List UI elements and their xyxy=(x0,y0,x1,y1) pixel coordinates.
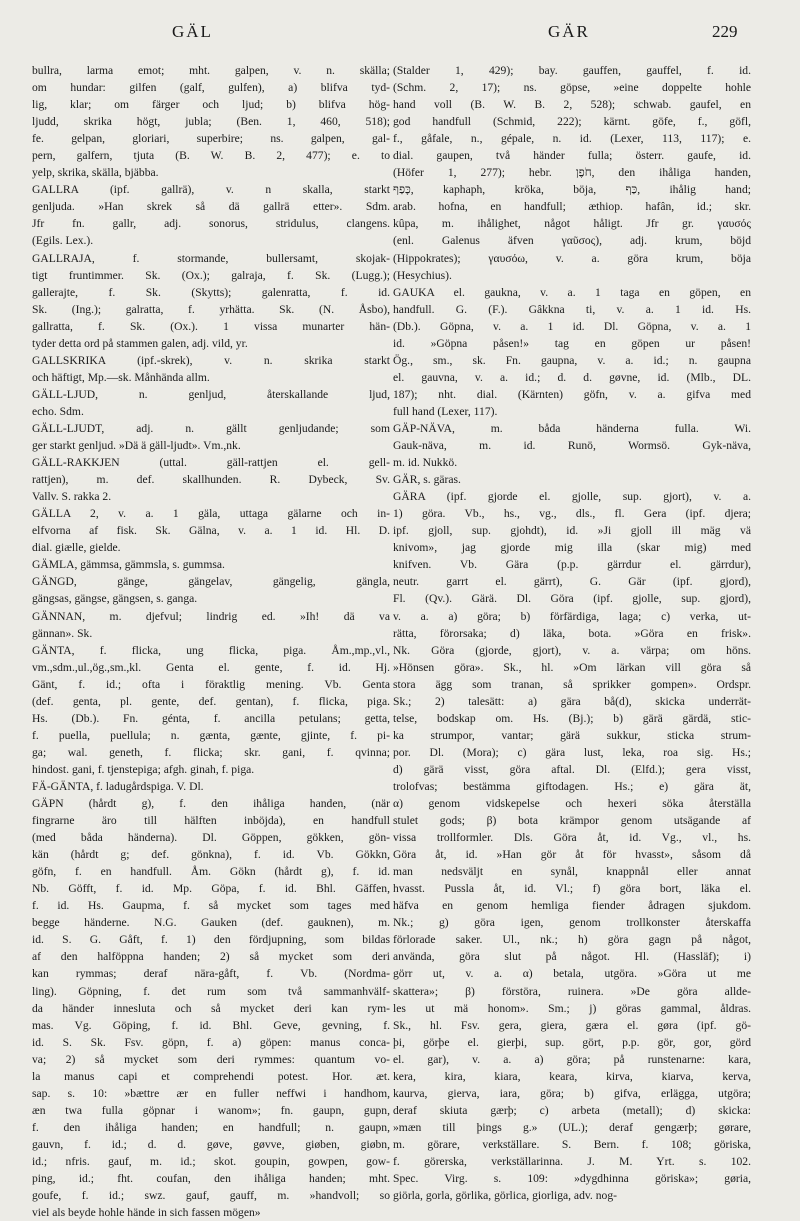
text-line: kera, kira, kiara, keara, kirva, kiarva, kerva, xyxy=(393,1069,751,1083)
text-line: neutr. garrt el. gärrt), G. Gär (ipf. gjord), xyxy=(393,575,751,589)
text-line: ling). Göpning, f. det rum som två sammanhvälf- xyxy=(32,984,390,998)
text-line: GÄMLA, gämmsa, gämmsla, s. gummsa. xyxy=(32,558,225,572)
text-line: kaurva, gierva, iara, göra; b) gifva, erlägga, utgöra; xyxy=(393,1086,751,1100)
text-line: por. Dl. (Mora); c) gära lust, leka, roa sig. Hs.; xyxy=(393,745,751,759)
text-line: »Hönsen göra». Sk., hl. »Om lärkan vill göra så xyxy=(393,660,751,674)
text-line: trolofvas; bestämma giftodagen. Hs.; e) gära ät, xyxy=(393,779,751,793)
text-line: telse, bodskap om. Hs. (Bj.); b) gärä gärdä, stic- xyxy=(393,711,751,725)
text-line: knifven. Vb. Gära (p.p. gärrdur el. gärrdur), xyxy=(393,558,751,572)
text-line: f. den ihåliga handen; en handfull; n. gaupn, xyxy=(32,1120,390,1134)
text-line: f., gåfale, n., gépale, n. id. (Lexer, 113, 117); e. xyxy=(393,132,751,146)
text-line: (Stalder 1, 429); bay. gauffen, gauffel, f. id. xyxy=(393,64,751,77)
text-line: GÄLL-LJUDT, adj. n. gällt genljudande; som xyxy=(32,421,390,435)
text-line: deraf skiuta gærþ; c) arbeta (metall); d) skicka: xyxy=(393,1103,751,1117)
text-line: (med båda händerna). Dl. Göppen, gökken, gön- xyxy=(32,831,390,845)
text-line: GÄRA (ipf. gjorde el. gjolle, sup. gjort), v. a. xyxy=(393,490,751,504)
text-line: GÄR, s. gäras. xyxy=(393,473,461,487)
text-line: stora ägg som tranan, så sprikker gompen». Ordspr. xyxy=(393,677,751,691)
text-line: f. id. Hs. Gaupma, f. så mycket som tages med xyxy=(32,899,390,913)
text-line: kän (hårdt g; def. gönkna), f. id. Vb. Gökkn, xyxy=(32,848,390,862)
text-line: m. id. Nukkö. xyxy=(393,456,458,470)
text-line: knivom», jag gjorde mig illa (skar mig) med xyxy=(393,541,751,555)
text-line: rattjen), m. def. skallhunden. R. Dybeck, Sv. xyxy=(32,473,390,487)
text-line: genljuda. »Han skrek så dä gallrä etter». Sdm. xyxy=(32,200,390,214)
text-line: echo. Sdm. xyxy=(32,404,84,418)
text-line: handfull. G. (F.). Gâkkna ti, v. a. 1 id. Hs. xyxy=(393,302,751,316)
text-line: goufe, f. id.; swz. gauf, gauff, m. »handvoll; so xyxy=(32,1189,390,1203)
text-line: tigt fruntimmer. Sk. (Ox.); galraja, f. Sk. (Lugg.); xyxy=(32,268,390,282)
text-line: ljudd, skrika högt, jubla; (Ben. 1, 460, 518); xyxy=(32,115,390,129)
text-line: GÄPN (hårdt g), f. den ihåliga handen, (när xyxy=(32,797,390,811)
text-line: viel als beyde hohle hände in sich fassen mögen» xyxy=(32,1206,261,1220)
text-line: id.; nfris. gauf, m. id.; skot. goupin, gowpen, gow- xyxy=(32,1155,390,1168)
text-line: id. S. G. Gåft, f. 1) den fördjupning, som bildas xyxy=(32,933,390,947)
text-line: Sk., hl. Fsv. gera, giera, gæra el. gøra (ipf. gö- xyxy=(393,1018,751,1032)
text-line: Göra åt, id. »Han gör åt för hvasst», såsom då xyxy=(393,848,751,862)
running-head xyxy=(0,22,800,48)
text-line: GALLSKRIKA (ipf.-skrek), v. n. skrika starkt xyxy=(32,353,390,367)
text-line: Nb. Göfft, f. id. Mp. Göpa, f. id. Bhl. Gäffen, xyxy=(32,882,390,896)
text-line: god handfull (Schmid, 222); kärnt. göfe, f., göfl, xyxy=(393,115,751,129)
text-line: förlorade saker. Ul., nk.; h) göra gagn på något, xyxy=(393,933,751,947)
header-right-word: GÄR xyxy=(548,22,590,41)
text-line: d) gärä visst, göra aftal. Dl. (Elfd.); gera visst, xyxy=(393,762,751,776)
text-line: m. görare, verkställare. S. Bern. f. 108; göriska, xyxy=(393,1137,751,1151)
text-line: da händer innesluta och så mycket deri kan rym- xyxy=(32,1001,390,1015)
text-line: Spec. Virg. s. 109: »dygdhinna göriska»; gøria, xyxy=(393,1172,751,1186)
text-line: Sk.; 2) talesätt: a) gära bå(d), skicka underrät- xyxy=(393,694,751,708)
text-line: begge händerne. N.G. Gauken (def. gauknen), m. xyxy=(32,916,390,930)
text-line: lig, klar; om färger och ljud; b) blifva hög- xyxy=(32,98,390,112)
text-line: æn twa fulla göpnar i wanom»; fn. gaupn, gupn, xyxy=(32,1103,390,1117)
text-line: ga; wal. geneth, f. flicka; skr. gani, f. qvinna; xyxy=(32,745,390,759)
text-line: f. görerska, verkställarinna. J. M. Yrt. s. 102. xyxy=(393,1155,751,1168)
text-line: skattera»; β) förstöra, ruinera. »De göra allde- xyxy=(393,984,751,998)
text-line: GALLRAJA, f. stormande, bullersamt, skojak- xyxy=(32,251,390,265)
text-line: Jfr fn. gallr, adj. sonorus, stridulus, clangens. xyxy=(32,217,390,231)
text-line: giörla, gorla, görlika, görlica, giorliga, adv. nog- xyxy=(393,1189,617,1203)
text-line: och häftigt, Mp.—sk. Månhända allm. xyxy=(32,370,210,384)
text-line: rätta, förorsaka; d) läka, bota. »Göra en frisk». xyxy=(393,626,751,640)
text-line: dial. giælle, gielde. xyxy=(32,541,121,555)
text-line: v. a. a) göra; b) förfärdiga, laga; c) verka, ut- xyxy=(393,609,751,623)
text-line: häfva en genom hemliga fiender ådragen sjukdom. xyxy=(393,899,751,913)
text-line: Gauk-näva, m. id. Runö, Wormsö. Gyk-näva, xyxy=(393,439,751,453)
text-line: gallratta, f. Sk. (Ox.). 1 vissa munarter hän- xyxy=(32,319,390,333)
text-line: full hand (Lexer, 117). xyxy=(393,404,498,418)
text-line: GAUKA el. gaukna, v. a. 1 taga en göpen, en xyxy=(393,285,751,299)
text-line: om hundar: gilfen (galf, gulfen), a) blifva tyd- xyxy=(32,81,390,95)
text-line: mas. Vg. Göping, f. id. Bhl. Geve, gevning, f. xyxy=(32,1018,390,1032)
text-line: Ög., sm., sk. Fn. gaupna, v. a. id.; n. gaupna xyxy=(393,353,751,367)
page-number: 229 xyxy=(712,22,738,41)
text-line: ka strumpor, vantar; gärä sukkur, sticka strum- xyxy=(393,728,751,742)
text-line: (Egils. Lex.). xyxy=(32,234,94,248)
text-line: stulet gods; β) bota krämpor genom utsägande af xyxy=(393,814,751,828)
text-line: kan rymmas; deraf nära-gåft, f. Vb. (Nordma- xyxy=(32,967,390,981)
text-line: (Hesychius). xyxy=(393,268,452,282)
text-line: Fl. (Qv.). Gärä. Dl. Göra (ipf. gjolle, sup. gjord), xyxy=(393,592,751,606)
text-line: id. S. Sk. Fsv. göpn, f. a) göpen: manus conca- xyxy=(32,1035,390,1049)
text-line: (Schm. 2, 17); ns. göpse, »eine doppelte hohle xyxy=(393,81,751,95)
text-line: sap. s. 10: »bættre ær en fuller neffwi i handhom, xyxy=(32,1086,390,1100)
text-line: man nedsväljt en synål, knappnål eller annat xyxy=(393,865,751,879)
text-line: GÄNTA, f. flicka, ung flicka, piga. Åm.,mp.,vl., xyxy=(32,643,390,657)
text-line: GALLRA (ipf. gallrä), v. n skalla, starkt xyxy=(32,183,390,197)
text-line: (def. genta, pl. gente, def. gentan), f. flicka, piga. xyxy=(32,694,390,708)
text-line: gallerajte, f. Sk. (Skytts); galenratta, f. id. xyxy=(32,285,390,299)
text-line: el. gauvna, v. a. id.; d. d. gøvne, id. (Mlb., DL. xyxy=(393,370,751,384)
text-line: (enl. Galenus äfven γαῦσος), adj. krum, böjd xyxy=(393,234,751,248)
text-line: kûpa, m. ihålighet, något håligt. Jfr gr. γαυσός xyxy=(393,217,751,231)
text-line: id. »Göpna påsen!» tag en göpen ur påsen! xyxy=(393,336,751,350)
text-line: tyder detta ord på stammen galen, adj. vild, yr. xyxy=(32,336,248,350)
text-line: Gänt, f. id.; ofta i föraktlig mening. Vb. Genta xyxy=(32,677,390,691)
text-line: va; 2) så mycket som deri rymmes: quantum vo- xyxy=(32,1052,390,1066)
text-line: GÄLL-LJUD, n. genljud, återskallande ljud, xyxy=(32,387,390,401)
text-line: ipf. gjoll, sup. gjohdt), id. »Ji gjoll ill mäg vä xyxy=(393,524,751,538)
text-line: כָּפַף, kaphaph, kröka, böja, כַּף, ihålig hand; xyxy=(393,183,751,197)
text-line: »mæn till þings g.» (UL.); deraf gengærþ; gørare, xyxy=(393,1120,751,1134)
text-line: gauvn, f. id.; d. d. gøve, gøvve, giøben, giøbn, xyxy=(32,1137,390,1151)
text-line: FÄ-GÄNTA, f. ladugårdspiga. V. Dl. xyxy=(32,779,204,793)
text-line: 1) göra. Vb., hs., vg., dls., fl. Gera (ipf. djera; xyxy=(393,507,751,521)
text-line: använda, göra slut på något. Hl. (Hassläf); i) xyxy=(393,950,751,964)
text-line: GÄNNAN, m. djefvul; lindrig ed. »Ih! dä va xyxy=(32,609,390,623)
text-line: yelp, skrika, skälla, bjäbba. xyxy=(32,166,159,180)
left-column xyxy=(32,62,390,1221)
text-line: pern, galfern, tjuta (B. W. B. 2, 477); e. to xyxy=(32,149,390,163)
text-line: (Db.). Göpna, v. a. 1 id. Dl. Göpna, v. a. 1 xyxy=(393,319,751,333)
text-line: (Höfer 1, 277); hebr. חֹפֶן, den ihåliga handen, xyxy=(393,166,751,180)
text-line: bullra, larma emot; mht. galpen, v. n. skälla; xyxy=(32,64,390,77)
text-line: el. gar), v. a. a) göra; på runstenarne: kara, xyxy=(393,1052,751,1066)
text-line: göfn, f. en handfull. Åm. Gökn (hårdt g), f. id. xyxy=(32,865,390,879)
text-line: ger starkt genljud. »Dä ä gäll-ljudt». Vm.,nk. xyxy=(32,439,241,453)
text-line: (Hippokrates); γαυσόω, v. a. göra krum, böja xyxy=(393,251,751,265)
text-line: f. puella, puellula; n. gænta, gænte, gjinte, f. pi- xyxy=(32,728,390,742)
text-line: fingrarne äro till hälften inböjda), en handfull xyxy=(32,814,390,828)
text-line: hand voll (B. W. B. 2, 528); schwab. gaufel, en xyxy=(393,98,751,112)
text-line: ping, id.; fht. coufan, den ihåliga handen; mht. xyxy=(32,1172,390,1186)
text-line: görr ut, v. a. α) betala, utgöra. »Göra ut me xyxy=(393,967,751,981)
text-line: Nk. Göra (gjorde, gjort), v. a. värpa; om höns. xyxy=(393,643,751,657)
text-line: gängsas, gängse, gängsen, s. ganga. xyxy=(32,592,198,606)
text-line: af den halföppna handen; 2) så mycket som deri xyxy=(32,950,390,964)
header-left-word: GÄL xyxy=(172,22,213,41)
text-line: Sk. (Ing.); galratta, f. yrhätta. Sk. (N. Åsbo), xyxy=(32,302,390,316)
text-line: vm.,sdm.,ul.,ög.,sm.,kl. Genta el. gente, f. id. Hj. xyxy=(32,660,390,674)
text-line: Hs. (Db.). Fn. génta, f. ancilla petulans; getta, xyxy=(32,711,390,725)
text-line: Nk.; g) göra igen, genom trollkonster återskaffa xyxy=(393,916,751,930)
text-line: α) genom vidskepelse och hexeri söka återställa xyxy=(393,797,751,811)
text-line: fe. gelpan, gloriari, superbire; ns. galpen, gal- xyxy=(32,132,390,146)
text-line: les ut mä honom». Sm.; j) göras gammal, åldras. xyxy=(393,1001,751,1015)
text-line: 187); nht. dial. (Kärnten) göfn, v. a. gifva med xyxy=(393,387,751,401)
text-line: hvasst. Pussla åt, id. Vl.; f) göra bort, läka el. xyxy=(393,882,751,896)
text-line: gännan». Sk. xyxy=(32,626,93,640)
text-line: la manus capi et comprehendi potest. Hor. æt. xyxy=(32,1069,390,1083)
text-line: dial. gaupen, två händer fulla; österr. gaufe, id. xyxy=(393,149,751,163)
text-line: þi, görþe el. gierþi, sup. gört, p.p. gör, gor, görd xyxy=(393,1035,751,1049)
right-column xyxy=(393,62,751,1204)
text-line: arab. hofna, en handfull; æthiop. hafân, id.; skr. xyxy=(393,200,751,214)
text-line: GÄNGD, gänge, gängelav, gängelig, gängla, xyxy=(32,575,390,589)
text-line: hindost. gani, f. tjenstepiga; afgh. ginah, f. piga. xyxy=(32,762,255,776)
text-line: GÄLLA 2, v. a. 1 gäla, uttaga gälarne och in- xyxy=(32,507,390,521)
text-line: vissa trollformler. Dls. Göra åt, id. Vg., vl., hs. xyxy=(393,831,751,845)
text-line: GÄLL-RAKKJEN (uttal. gäll-rattjen el. gell- xyxy=(32,456,390,470)
text-line: GÄP-NÄVA, m. båda händerna fulla. Wi. xyxy=(393,421,751,435)
text-line: Vallv. S. rakka 2. xyxy=(32,490,112,504)
text-line: elfvorna af fisk. Sk. Gälna, v. a. 1 id. Hl. D. xyxy=(32,524,390,538)
